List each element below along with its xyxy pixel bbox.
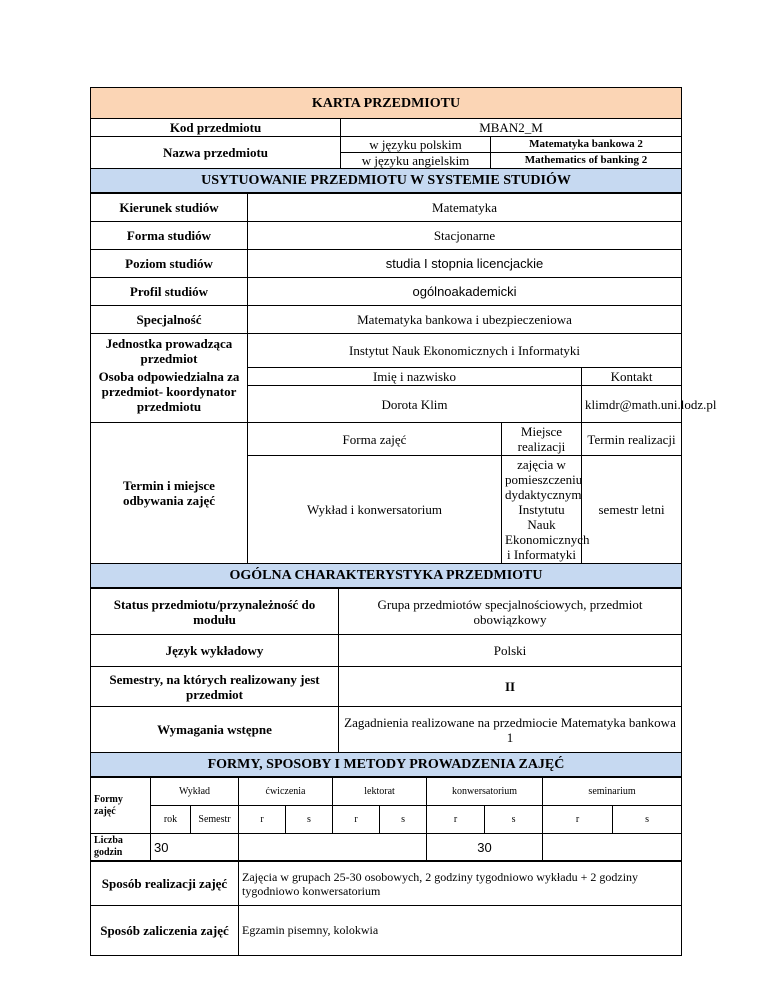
cwiczenia-s: s <box>286 806 333 834</box>
semestry-label: Semestry, na których realizowany jest przedmiot <box>91 667 339 707</box>
type-cwiczenia: ćwiczenia <box>239 778 333 806</box>
lektorat-r: r <box>333 806 380 834</box>
method-table <box>90 861 682 956</box>
poziom-value: studia I stopnia licencjackie <box>248 250 682 278</box>
section-formy: FORMY, SPOSOBY I METODY PROWADZENIA ZAJĘĆ <box>91 753 682 777</box>
kierunek-label: Kierunek studiów <box>91 194 248 222</box>
nazwa-pl-label: w języku polskim <box>341 137 491 153</box>
kod-value: MBAN2_M <box>341 119 682 137</box>
konwersatorium-s: s <box>485 806 543 834</box>
konwersatorium-r: r <box>427 806 485 834</box>
specjalnosc-label: Specjalność <box>91 306 248 334</box>
jednostka-label: Jednostka prowadząca przedmiot <box>91 334 248 368</box>
liczba-label: Liczba godzin <box>91 834 151 861</box>
card-title: KARTA PRZEDMIOTU <box>91 88 682 119</box>
characteristics-table <box>90 588 682 777</box>
termin-termin-header: Termin realizacji <box>582 423 682 456</box>
nazwa-label: Nazwa przedmiotu <box>91 137 341 169</box>
cwiczenia-r: r <box>239 806 286 834</box>
wyklad-hours: 30 <box>151 834 239 861</box>
nazwa-en-label: w języku angielskim <box>341 153 491 169</box>
seminarium-r: r <box>543 806 613 834</box>
header-table <box>90 87 682 193</box>
section-usytuowanie: USYTUOWANIE PRZEDMIOTU W SYSTEMIE STUDIÓW <box>91 169 682 193</box>
nazwa-en-value: Mathematics of banking 2 <box>491 153 682 169</box>
forms-table <box>90 777 682 861</box>
osoba-contact-header: Kontakt <box>582 368 682 386</box>
termin-miejsce: zajęcia w pomieszczeniu dydaktycznym Instytutu Nauk Ekonomicznych i Informatyki <box>502 456 582 564</box>
formy-label: Formy zajęć <box>91 778 151 834</box>
semestry-value: II <box>339 667 682 707</box>
status-label: Status przedmiotu/przynależność do modułu <box>91 589 339 635</box>
zaliczenie-value: Egzamin pisemny, kolokwia <box>239 906 682 956</box>
termin-forma: Wykład i konwersatorium <box>248 456 502 564</box>
empty-cell <box>239 834 427 861</box>
type-wyklad: Wykład <box>151 778 239 806</box>
wymagania-value: Zagadnienia realizowane na przedmiocie Matematyka bankowa 1 <box>339 707 682 753</box>
konwersatorium-hours: 30 <box>427 834 543 861</box>
seminarium-s: s <box>613 806 682 834</box>
osoba-label: Osoba odpowiedzialna za przedmiot- koordynator przedmiotu <box>91 368 248 423</box>
termin-miejsce-header: Miejsce realizacji <box>502 423 582 456</box>
wyklad-semestr: Semestr <box>191 806 239 834</box>
lektorat-s: s <box>380 806 427 834</box>
osoba-contact: klimdr@math.uni.lodz.pl <box>582 386 682 423</box>
forma-label: Forma studiów <box>91 222 248 250</box>
empty-cell <box>543 834 682 861</box>
profil-label: Profil studiów <box>91 278 248 306</box>
nazwa-pl-value: Matematyka bankowa 2 <box>491 137 682 153</box>
termin-termin: semestr letni <box>582 456 682 564</box>
kierunek-value: Matematyka <box>248 194 682 222</box>
course-card <box>90 87 717 956</box>
osoba-name-header: Imię i nazwisko <box>248 368 582 386</box>
osoba-name: Dorota Klim <box>248 386 582 423</box>
jezyk-label: Język wykładowy <box>91 635 339 667</box>
type-seminarium: seminarium <box>543 778 682 806</box>
profil-value: ogólnoakademicki <box>248 278 682 306</box>
termin-label: Termin i miejsce odbywania zajęć <box>91 423 248 564</box>
section-ogolna: OGÓLNA CHARAKTERYSTYKA PRZEDMIOTU <box>91 564 682 588</box>
status-value: Grupa przedmiotów specjalnościowych, przedmiot obowiązkowy <box>339 589 682 635</box>
sposob-label: Sposób realizacji zajęć <box>91 862 239 906</box>
sposob-value: Zajęcia w grupach 25-30 osobowych, 2 godziny tygodniowo wykładu + 2 godziny tygodniowo konwersatorium <box>239 862 682 906</box>
specjalnosc-value: Matematyka bankowa i ubezpieczeniowa <box>248 306 682 334</box>
jezyk-value: Polski <box>339 635 682 667</box>
termin-forma-header: Forma zajęć <box>248 423 502 456</box>
placement-table <box>90 193 717 588</box>
poziom-label: Poziom studiów <box>91 250 248 278</box>
wyklad-rok: rok <box>151 806 191 834</box>
zaliczenie-label: Sposób zaliczenia zajęć <box>91 906 239 956</box>
forma-value: Stacjonarne <box>248 222 682 250</box>
type-konwersatorium: konwersatorium <box>427 778 543 806</box>
type-lektorat: lektorat <box>333 778 427 806</box>
kod-label: Kod przedmiotu <box>91 119 341 137</box>
jednostka-value: Instytut Nauk Ekonomicznych i Informatyki <box>248 334 682 368</box>
wymagania-label: Wymagania wstępne <box>91 707 339 753</box>
